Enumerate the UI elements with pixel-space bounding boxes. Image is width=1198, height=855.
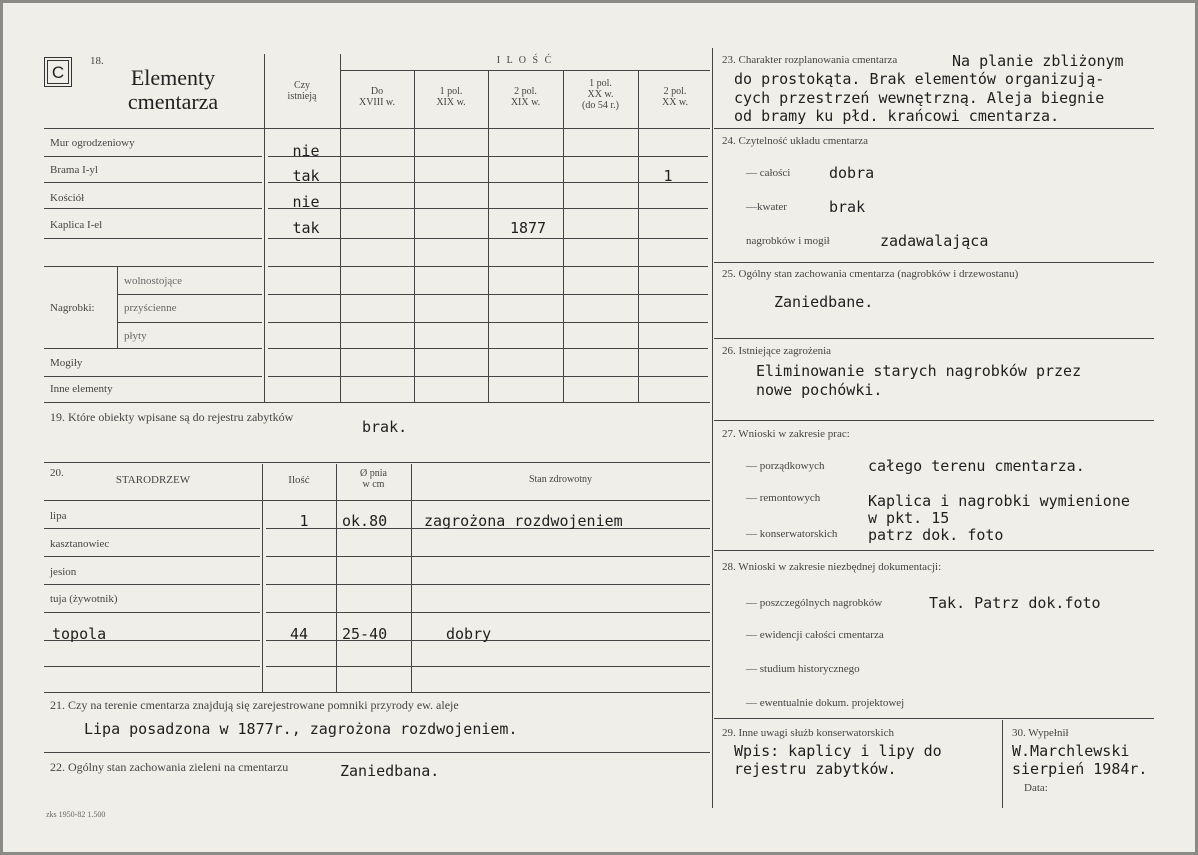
tree-name-jesion: jesion — [50, 566, 77, 578]
col-pnia: Ø pnia w cm — [360, 468, 387, 490]
tree-name-topola: topola — [52, 625, 107, 643]
card-letter-box — [44, 57, 72, 87]
footer-print-code: zks 1950-82 1.500 — [46, 810, 106, 819]
studium-label: — studium historycznego — [746, 663, 860, 675]
nagrobki-type-1: przyścienne — [124, 302, 177, 314]
section-26-line1: Eliminowanie starych nagrobków przez — [756, 362, 1082, 380]
section-23-line2: do prostokąta. Brak elementów organizują- — [734, 70, 1105, 88]
porzadkowych-value: całego terenu cmentarza. — [868, 457, 1085, 475]
period-header-4: 2 pol. XX w. — [661, 86, 688, 108]
section-25-label: 25. Ogólny stan zachowania cmentarza (nagrobków i drzewostanu) — [722, 268, 1019, 280]
section-29-line2: rejestru zabytków. — [734, 760, 897, 778]
remontowych-label: — remontowych — [746, 492, 821, 504]
section-29-label: 29. Inne uwagi służb konserwatorskich — [722, 727, 894, 739]
kaplica-exists: tak — [292, 219, 320, 237]
section-23-line4: od bramy ku płd. krańcowi cmentarza. — [734, 107, 1060, 125]
period-header-1: 1 pol. XIX w. — [436, 86, 466, 108]
porzadkowych-label: — porządkowych — [746, 460, 825, 472]
title-line-1: Elementy — [130, 65, 216, 90]
remontowych-line1: Kaplica i nagrobki wymienione — [868, 492, 1130, 510]
period-header-0: Do XVIII w. — [358, 86, 395, 108]
tree-health-topola: dobry — [446, 625, 492, 643]
poszczegolnych-value: Tak. Patrz dok.foto — [929, 594, 1101, 612]
section-30-name: W.Marchlewski — [1012, 742, 1130, 760]
mur-exists: nie — [292, 142, 320, 160]
period-header-3: 1 pol. XX w. (do 54 r.) — [582, 78, 619, 111]
row-label-kaplica: Kaplica I-el — [50, 219, 103, 231]
calosci-value: dobra — [829, 164, 875, 182]
konserwatorskich-label: — konserwatorskich — [746, 528, 838, 540]
nagrobkow-value: zadawalająca — [880, 232, 989, 250]
card-letter: C — [47, 60, 69, 84]
section-30-label: 30. Wypełnił — [1012, 727, 1069, 739]
konserwatorskich-value: patrz dok. foto — [868, 526, 1004, 544]
section-23-line1: Na planie zbliżonym — [952, 52, 1124, 70]
section-19-label: 19. Które obiekty wpisane są do rejestru zabytków — [50, 410, 294, 424]
kaplica-p3: 1877 — [509, 219, 547, 237]
tree-health-lipa: zagrożona rozdwojeniem — [424, 512, 623, 530]
poszczegolnych-label: — poszczególnych nagrobków — [746, 597, 883, 609]
title-line-2: cmentarza — [127, 89, 219, 114]
period-header-2: 2 pol. XIX w. — [510, 86, 541, 108]
kwater-value: brak — [829, 198, 866, 216]
tree-name-lipa: lipa — [50, 510, 67, 522]
col-stan-zdrowotny: Stan zdrowotny — [528, 474, 593, 485]
calosci-label: — całości — [746, 167, 791, 179]
section-26-line2: nowe pochówki. — [756, 381, 883, 399]
ewidencji-label: — ewidencji całości cmentarza — [746, 629, 884, 641]
row-label-nagrobki: Nagrobki: — [50, 302, 95, 314]
section-23-line3: cych przestrzeń wewnętrzną. Aleja biegnie — [734, 89, 1105, 107]
section-25-value: Zaniedbane. — [774, 293, 874, 311]
tree-diam-topola: 25-40 — [342, 625, 388, 643]
tree-count-lipa: 1 — [299, 512, 309, 530]
row-label-mogily: Mogiły — [50, 357, 83, 369]
row-label-inne: Inne elementy — [50, 383, 113, 395]
tree-diam-lipa: ok.80 — [342, 512, 388, 530]
col-czy-istnieja: Czy istnieją — [287, 80, 317, 102]
section-21-value: Lipa posadzona w 1877r., zagrożona rozdwojeniem. — [84, 720, 518, 738]
kwater-label: —kwater — [746, 201, 787, 213]
projektowej-label: — ewentualnie dokum. projektowej — [746, 697, 905, 709]
brama-p5: 1 — [663, 167, 673, 185]
col-tree-ilosc: Ilość — [288, 474, 310, 486]
section-19-value: brak. — [362, 418, 408, 436]
section-22-label: 22. Ogólny stan zachowania zieleni na cmentarzu — [50, 760, 289, 774]
kosciol-exists: nie — [292, 193, 320, 211]
section-27-label: 27. Wnioski w zakresie prac: — [722, 428, 850, 440]
section-28-label: 28. Wnioski w zakresie niezbędnej dokumentacji: — [722, 561, 942, 573]
row-label-kosciol: Kościół — [50, 192, 85, 204]
section-22-value: Zaniedbana. — [340, 762, 440, 780]
tree-count-topola: 44 — [289, 625, 309, 643]
section-20-number: 20. — [50, 467, 64, 479]
nagrobki-type-2: płyty — [124, 330, 147, 342]
section-18-number: 18. — [90, 55, 104, 67]
tree-name-tuja: tuja (żywotnik) — [50, 593, 118, 605]
section-26-label: 26. Istniejące zagrożenia — [722, 345, 832, 357]
nagrobki-type-0: wolnostojące — [124, 275, 183, 287]
brama-exists: tak — [292, 167, 320, 185]
section-18-title — [108, 66, 238, 114]
row-label-brama: Brama I-yl — [50, 164, 98, 176]
nagrobkow-label: nagrobków i mogił — [746, 235, 830, 247]
col-ilosc: I L O Ś Ć — [496, 55, 554, 66]
section-30-date: sierpień 1984r. — [1012, 760, 1148, 778]
section-21-label: 21. Czy na terenie cmentarza znajdują się zarejestrowane pomniki przyrody ew. aleje — [50, 698, 459, 712]
row-label-mur: Mur ogrodzeniowy — [50, 137, 135, 149]
section-23-label: 23. Charakter rozplanowania cmentarza — [722, 54, 898, 66]
section-29-line1: Wpis: kaplicy i lipy do — [734, 742, 942, 760]
tree-name-kasztanowiec: kasztanowiec — [50, 538, 110, 550]
section-24-label: 24. Czytelność układu cmentarza — [722, 135, 869, 147]
remontowych-line2: w pkt. 15 — [868, 509, 950, 527]
section-30-data-label: Data: — [1024, 782, 1048, 794]
col-starodrzew: STARODRZEW — [115, 474, 191, 486]
